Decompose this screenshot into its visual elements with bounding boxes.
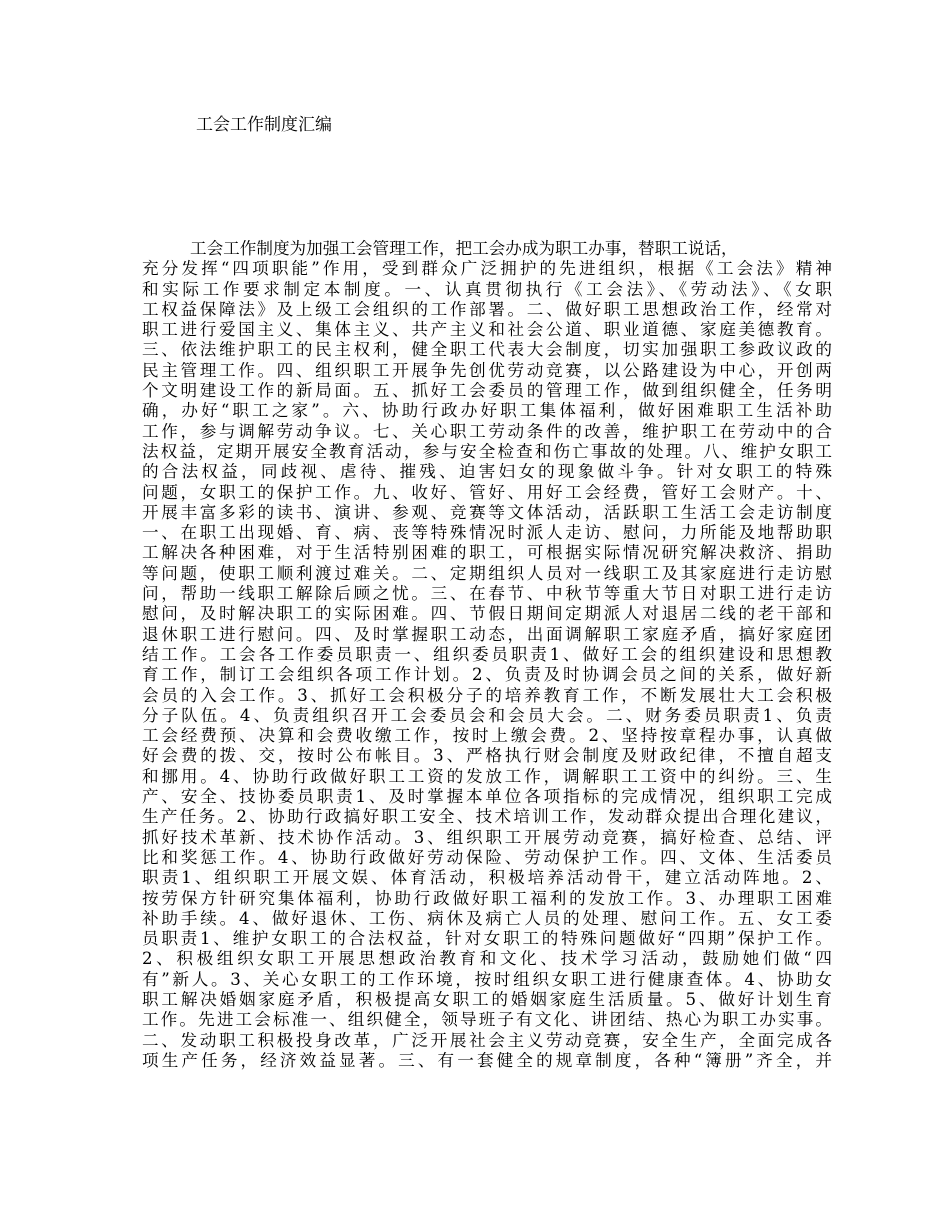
body-line: 等问题，使职工顺利渡过难关。二、定期组织人员对一线职工及其家庭进行走访慰 — [142, 563, 832, 583]
body-line: 工作。先进工会标准一、组织健全，领导班子有文化、讲团结、热心为职工办实事。 — [142, 1010, 832, 1030]
body-line: 比和奖惩工作。4、协助行政做好劳动保险、劳动保护工作。四、文体、生活委员 — [142, 847, 832, 867]
body-line: 工会经费预、决算和会费收缴工作，按时上缴会费。2、坚持按章程办事，认真做 — [142, 726, 832, 746]
body-line: 法权益，定期开展安全教育活动，参与安全检查和伤亡事故的处理。八、维护女职工 — [142, 441, 832, 461]
body-line: 二、发动职工积极投身改革，广泛开展社会主义劳动竞赛，安全生产，全面完成各 — [142, 1030, 832, 1050]
body-line: 育工作，制订工会组织各项工作计划。2、负责及时协调会员之间的关系，做好新 — [142, 665, 832, 685]
body-line: 工作，参与调解劳动争议。七、关心职工劳动条件的改善，维护职工在劳动中的合 — [142, 421, 832, 441]
body-line: 工解决各种困难，对于生活特别困难的职工，可根据实际情况研究解决救济、捐助 — [142, 543, 832, 563]
document-title: 工会工作制度汇编 — [196, 115, 332, 135]
body-line: 的合法权益，同歧视、虐待、摧残、迫害妇女的现象做斗争。针对女职工的特殊 — [142, 462, 832, 482]
body-line: 问，帮助一线职工解除后顾之忧。三、在春节、中秋节等重大节日对职工进行走访 — [142, 584, 832, 604]
body-line: 职工解决婚姻家庭矛盾，积极提高女职工的婚姻家庭生活质量。5、做好计划生育 — [142, 989, 832, 1009]
body-line: 慰问，及时解决职工的实际困难。四、节假日期间定期派人对退居二线的老干部和 — [142, 604, 832, 624]
body-line: 补助手续。4、做好退休、工伤、病休及病亡人员的处理、慰问工作。五、女工委 — [142, 908, 832, 928]
body-line: 民主管理工作。四、组织职工开展争先创优劳动竞赛，以公路建设为中心，开创两 — [142, 360, 832, 380]
body-line: 个文明建设工作的新局面。五、抓好工会委员的管理工作，做到组织健全，任务明 — [142, 381, 832, 401]
body-line: 确，办好“职工之家”。六、协助行政办好职工集体福利，做好困难职工生活补助 — [142, 401, 832, 421]
body-line: 一、在职工出现婚、育、病、丧等特殊情况时派人走访、慰问，力所能及地帮助职 — [142, 523, 832, 543]
body-line: 分子队伍。4、负责组织召开工会委员会和会员大会。二、财务委员职责1、负责 — [142, 705, 832, 725]
body-line: 结工作。工会各工作委员职责一、组织委员职责1、做好工会的组织建设和思想教 — [142, 644, 832, 664]
body-line: 项生产任务，经济效益显著。三、有一套健全的规章制度，各种“簿册”齐全，并 — [142, 1050, 832, 1070]
body-line: 和挪用。4、协助行政做好职工工资的发放工作，调解职工工资中的纠纷。三、生 — [142, 766, 832, 786]
body-line: 产、安全、技协委员职责1、及时掌握本单位各项指标的完成情况，组织职工完成 — [142, 787, 832, 807]
body-line: 开展丰富多彩的读书、演讲、参观、竞赛等文体活动，活跃职工生活工会走访制度 — [142, 502, 832, 522]
body-line: 工会工作制度为加强工会管理工作，把工会办成为职工办事，替职工说话， — [190, 239, 738, 258]
body-line: 按劳保方针研究集体福利，协助行政做好职工福利的发放工作。3、办理职工困难 — [142, 888, 832, 908]
body-line: 会员的入会工作。3、抓好工会积极分子的培养教育工作，不断发展壮大工会积极 — [142, 685, 832, 705]
body-line: 和实际工作要求制定本制度。一、认真贯彻执行《工会法》、《劳动法》、《女职 — [142, 279, 832, 299]
body-line: 员职责1、维护女职工的合法权益，针对女职工的特殊问题做好“四期”保护工作。 — [142, 929, 832, 949]
body-line: 抓好技术革新、技术协作活动。3、组织职工开展劳动竞赛，搞好检查、总结、评 — [142, 827, 832, 847]
body-line: 职工进行爱国主义、集体主义、共产主义和社会公道、职业道德、家庭美德教育。 — [142, 320, 832, 340]
body-line: 问题，女职工的保护工作。九、收好、管好、用好工会经费，管好工会财产。十、 — [142, 482, 832, 502]
body-line: 有”新人。3、关心女职工的工作环境，按时组织女职工进行健康查体。4、协助女 — [142, 969, 832, 989]
body-line: 2、积极组织女职工开展思想政治教育和文化、技术学习活动，鼓励她们做“四 — [142, 949, 832, 969]
body-line: 退休职工进行慰问。四、及时掌握职工动态，出面调解职工家庭矛盾，搞好家庭团 — [142, 624, 832, 644]
body-line: 工权益保障法》及上级工会组织的工作部署。二、做好职工思想政治工作，经常对 — [142, 299, 832, 319]
body-line: 职责1、组织职工开展文娱、体育活动，积极培养活动骨干，建立活动阵地。2、 — [142, 868, 832, 888]
body-line: 充分发挥“四项职能”作用，受到群众广泛拥护的先进组织，根据《工会法》精神 — [142, 259, 832, 279]
body-line: 好会费的拨、交，按时公布帐目。3、严格执行财会制度及财政纪律，不擅自超支 — [142, 746, 832, 766]
body-line: 生产任务。2、协助行政搞好职工安全、技术培训工作，发动群众提出合理化建议， — [142, 807, 832, 827]
body-line: 三、依法维护职工的民主权利，健全职工代表大会制度，切实加强职工参政议政的 — [142, 340, 832, 360]
document-body — [142, 239, 832, 1071]
